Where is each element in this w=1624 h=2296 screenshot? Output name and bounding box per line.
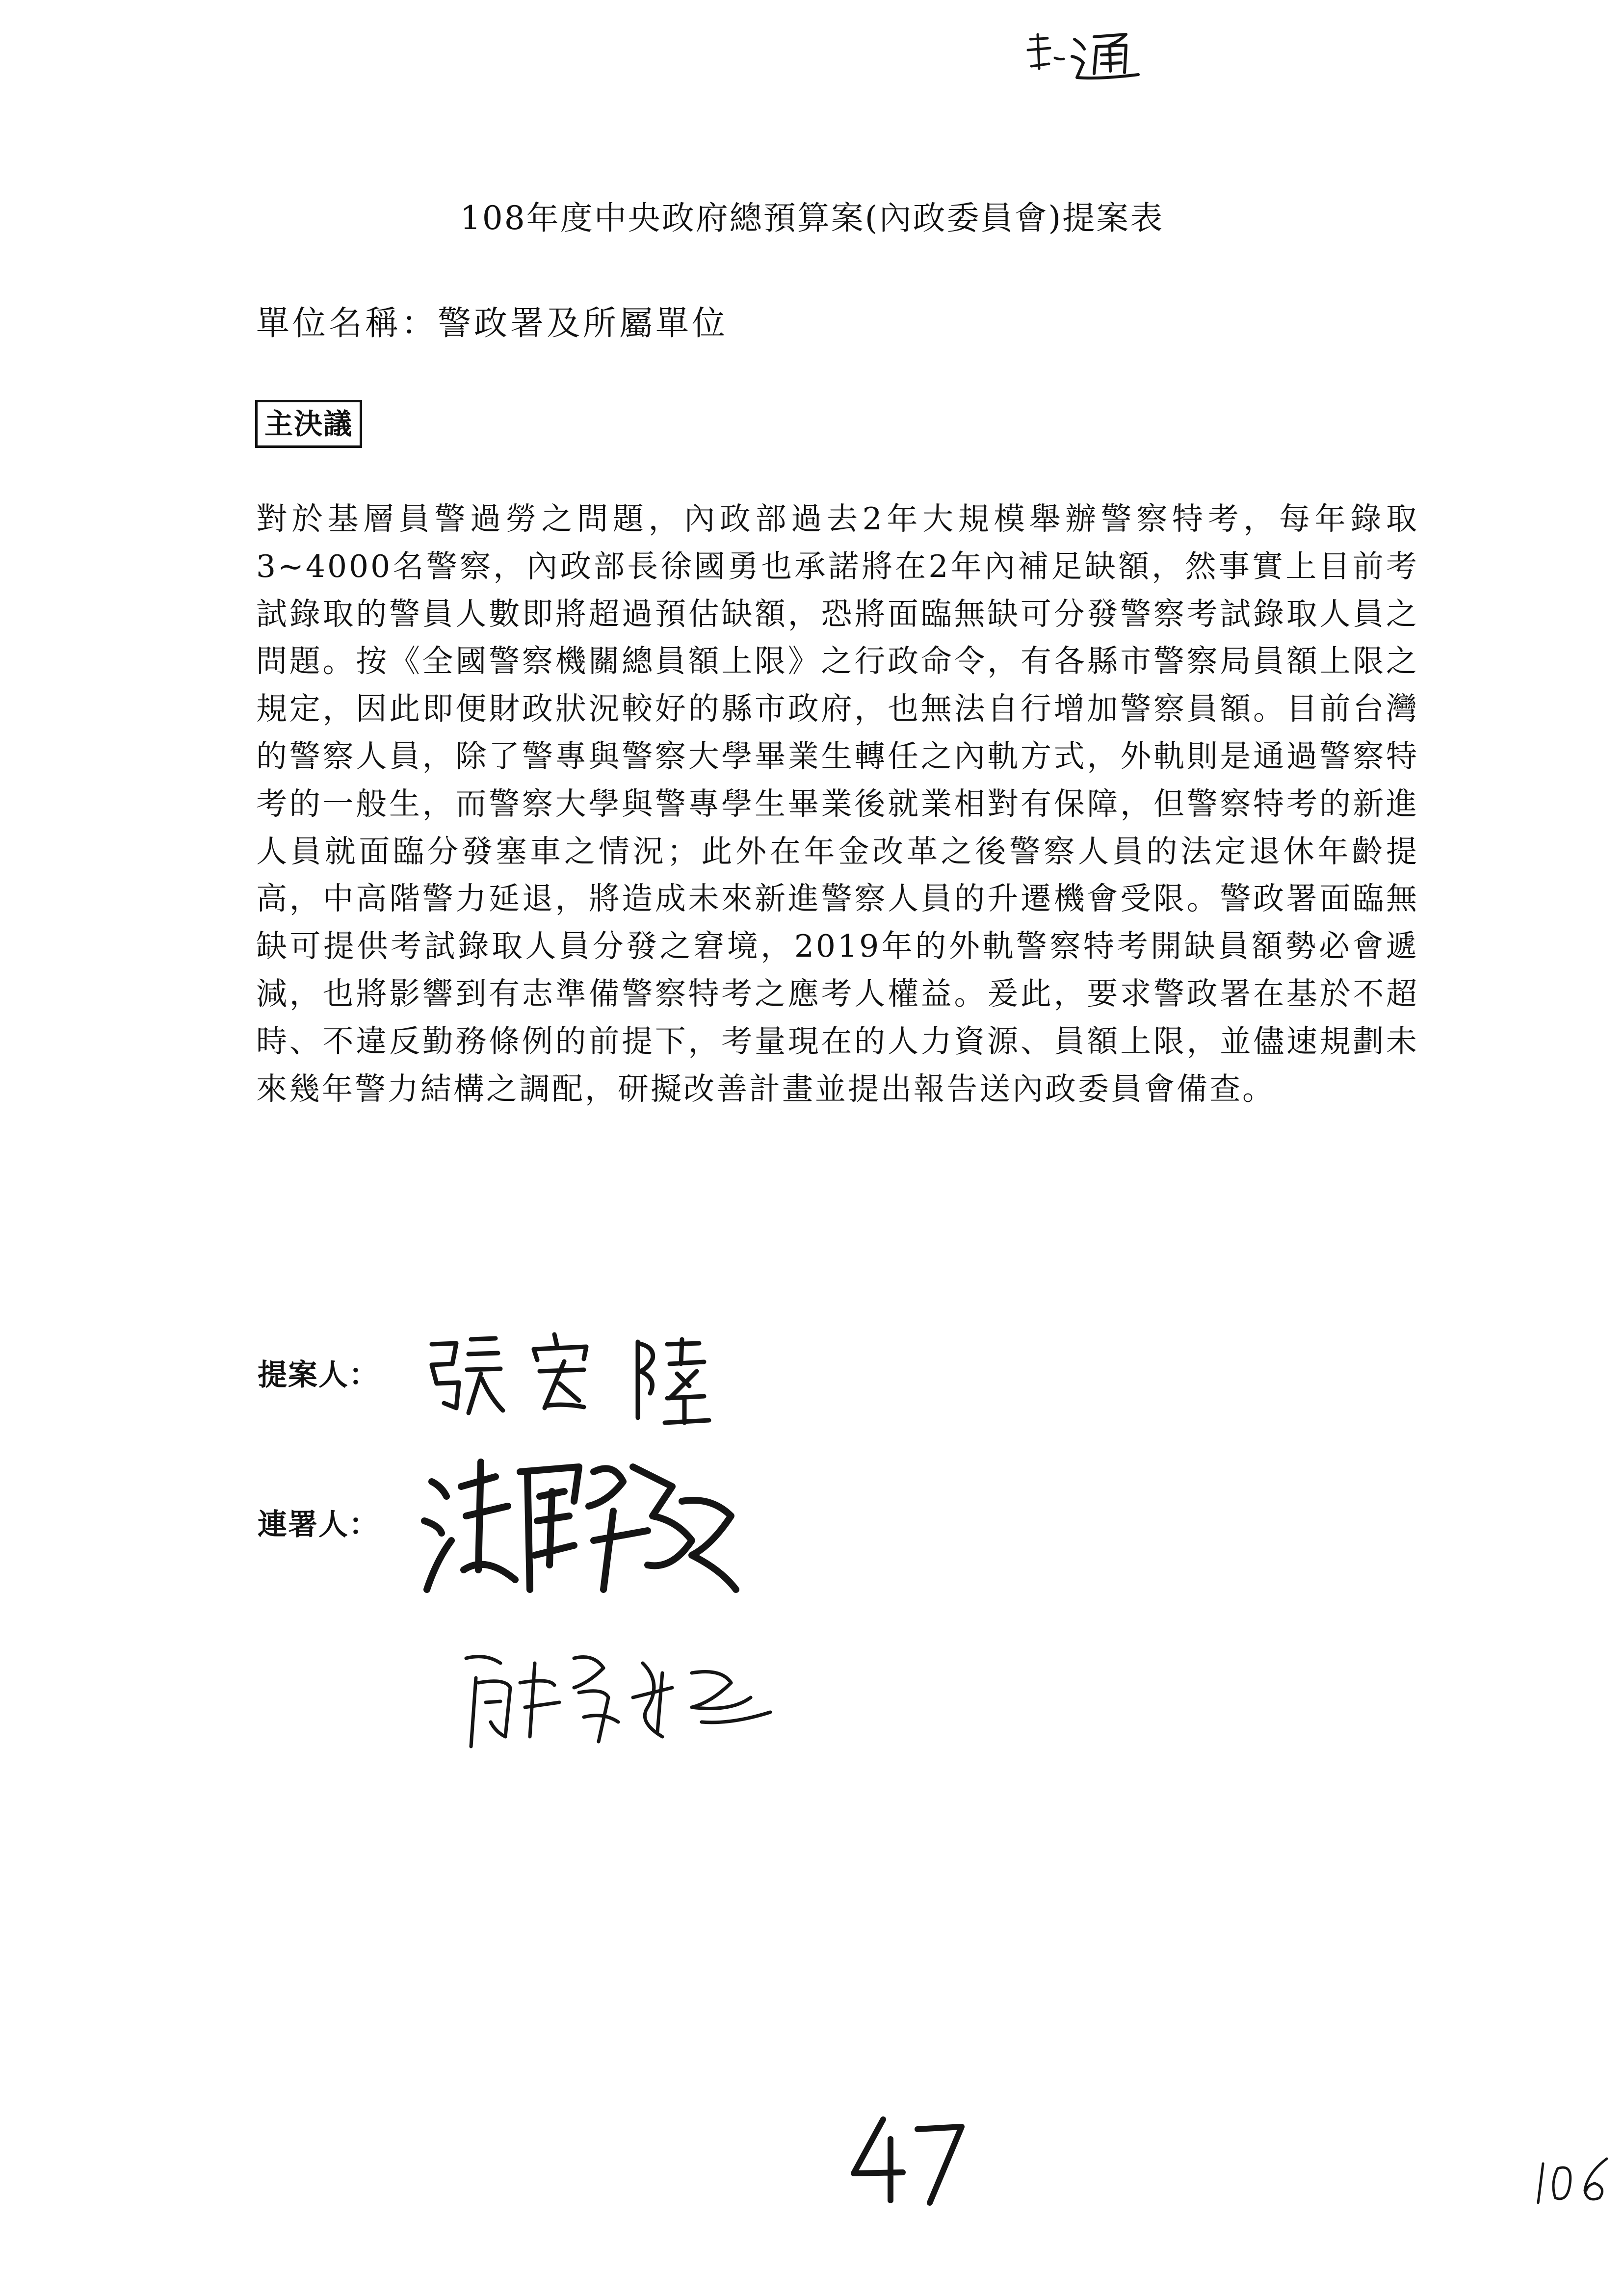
page-number-handwriting (844, 2110, 971, 2208)
sheet-number-handwriting (1533, 2149, 1622, 2208)
unit-separator: ： (401, 304, 438, 343)
corner-annotation-handwriting (1021, 20, 1168, 88)
resolution-body-text: 對於基層員警過勞之問題，內政部過去2年大規模舉辦警察特考，每年錄取3~4000名警察，內政部長徐國勇也承諾將在2年內補足缺額，然事實上目前考試錄取的警員人數即將超過預估缺額，恐將面臨無缺可分發警察考試錄取人員之問題。按《全國警察機關總員額上限》之行政命令，有各縣市警察局員額上限之規定，因此即便財政狀況較好的縣市政府，也無法自行增加警察員額。目前台灣的警察人員，除了警專與警察大學畢業生轉任之內軌方式，外軌則是通過警察特考的一般生，而警察大學與警專學生畢業後就業相對有保障，但警察特考的新進人員就面臨分發塞車之情況；此外在年金改革之後警察人員的法定退休年齡提高，中高階警力延退，將造成未來新進警察人員的升遷機會受限。警政署面臨無缺可提供考試錄取人員分發之窘境，2019年的外軌警察特考開缺員額勢必會遞減，也將影響到有志準備警察特考之應考人權益。爰此，要求警政署在基於不超時、不違反勤務條例的前提下，考量現在的人力資源、員額上限，並儘速規劃未來幾年警力結構之調配，研擬改善計畫並提出報告送內政委員會備查。 (256, 501, 1419, 1107)
proposer-signature (422, 1325, 726, 1433)
unit-value: 警政署及所屬單位 (438, 304, 729, 343)
main-resolution-tag: 主決議 (255, 400, 362, 448)
cosigner-signature-2 (456, 1639, 810, 1756)
cosigner-signature-1 (417, 1442, 751, 1604)
document-title: 108年度中央政府總預算案(內政委員會)提案表 (460, 199, 1164, 237)
unit-label: 單位名稱 (256, 304, 402, 343)
unit-line (256, 302, 728, 346)
proposer-label: 提案人： (258, 1358, 379, 1392)
cosigner-label: 連署人： (258, 1508, 379, 1542)
